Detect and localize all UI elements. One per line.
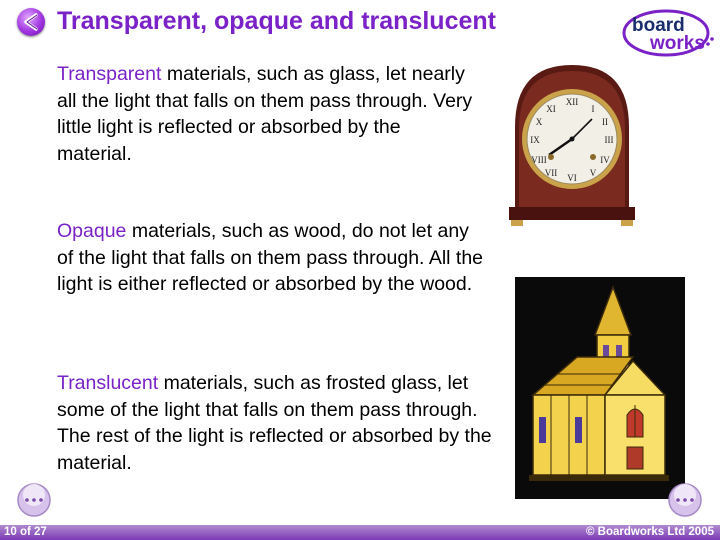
transparent-keyword: Transparent — [57, 63, 162, 85]
svg-text:V: V — [589, 168, 597, 178]
wooden-clock-image — [497, 57, 647, 232]
back-button[interactable] — [17, 8, 45, 36]
translucent-keyword: Translucent — [57, 372, 159, 394]
translucent-text: materials, such as frosted glass, let some of the light that falls on them pass through. The rest of the light is reflected or absorbed by the material. — [57, 372, 492, 474]
svg-text:X: X — [535, 117, 543, 127]
back-arrow-icon — [17, 8, 45, 36]
opaque-text: materials, such as wood, do not let any of the light that falls on them pass through. All the light is either reflected or absorbed by the wood. — [57, 220, 484, 295]
svg-text:III: III — [604, 135, 614, 145]
page-counter: 10 of 27 — [4, 526, 47, 538]
svg-text:VII: VII — [544, 168, 558, 178]
svg-text:XI: XI — [546, 104, 556, 114]
translucent-paragraph — [57, 370, 507, 476]
stained-glass-church-image — [515, 277, 685, 499]
svg-text:II: II — [602, 117, 608, 127]
opaque-paragraph — [57, 218, 487, 298]
svg-text:VI: VI — [567, 173, 577, 183]
svg-text:I: I — [591, 104, 595, 114]
copyright-text: © Boardworks Ltd 2005 — [586, 526, 714, 538]
svg-text:works: works — [650, 33, 705, 54]
slide-title: Transparent, opaque and translucent — [57, 7, 496, 35]
opaque-keyword: Opaque — [57, 220, 127, 242]
next-slide-button[interactable] — [665, 480, 705, 520]
boardworks-logo — [620, 6, 716, 60]
svg-text:IX: IX — [530, 135, 540, 145]
transparent-text: materials, such as glass, let nearly all the light that falls on them pass through. Very little light is reflected or absorbed by the material. — [57, 63, 473, 165]
previous-slide-button[interactable] — [14, 480, 54, 520]
svg-text:board: board — [632, 15, 685, 36]
svg-text:IV: IV — [600, 155, 610, 165]
transparent-paragraph — [57, 61, 477, 167]
svg-text:VIII: VIII — [531, 155, 547, 165]
svg-text:XII: XII — [565, 97, 579, 107]
